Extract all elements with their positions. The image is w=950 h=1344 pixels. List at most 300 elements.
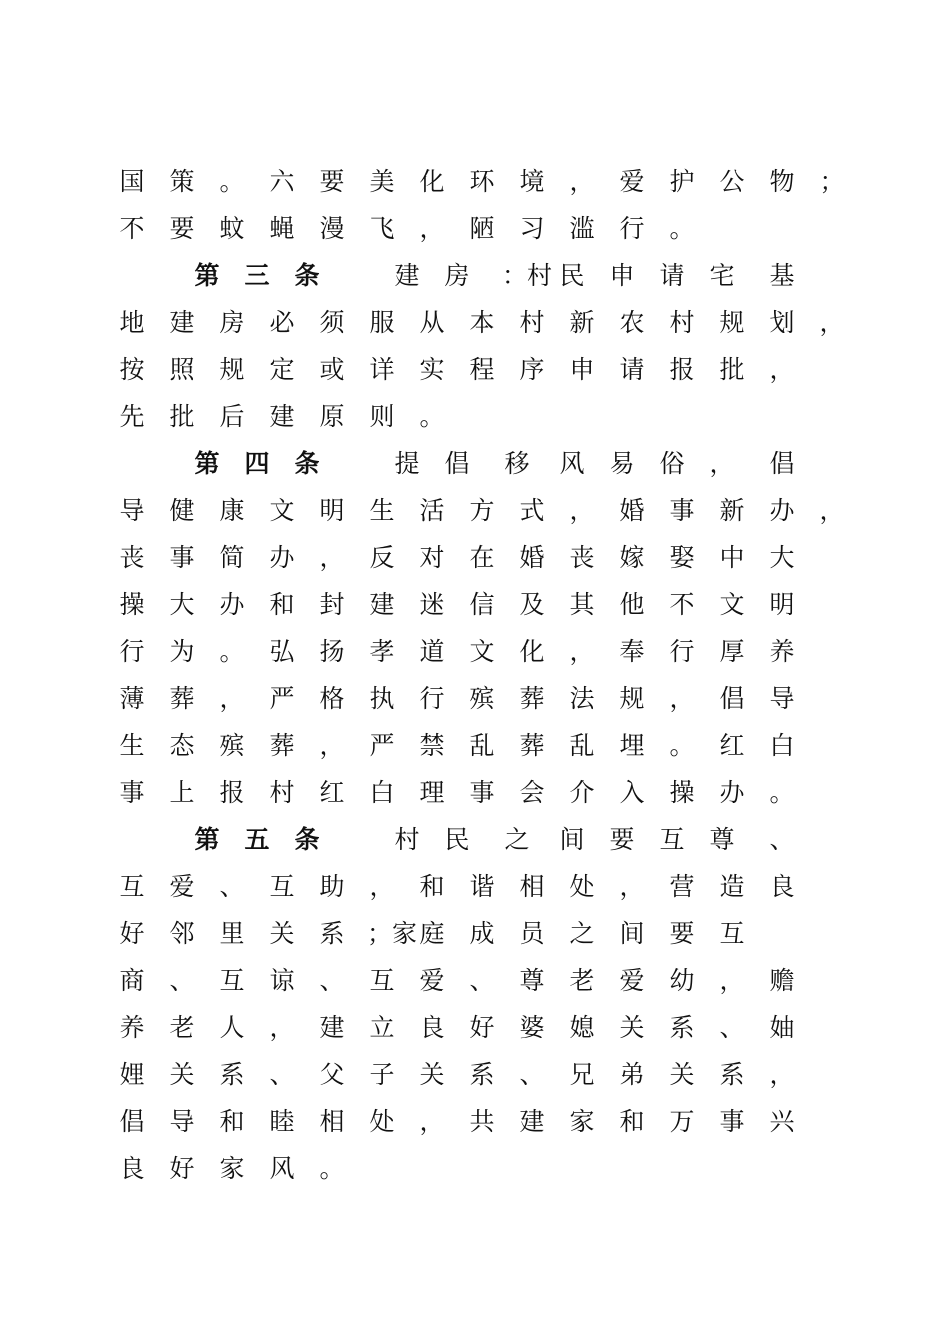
text-char: 子 <box>369 1060 395 1089</box>
text-char: 申 <box>569 355 595 384</box>
text-char: 营 <box>669 872 695 901</box>
text-char: 严 <box>369 731 395 760</box>
text-char: ， <box>319 543 345 572</box>
text-char: 信 <box>469 590 495 619</box>
text-char: 谅 <box>269 966 295 995</box>
text-line <box>0 867 950 907</box>
text-char: 会 <box>519 778 545 807</box>
text-char: ：村 <box>502 261 553 290</box>
text-char: 移 <box>504 449 530 478</box>
text-char: 原 <box>319 402 345 431</box>
text-char: ， <box>769 355 795 384</box>
text-char: 生 <box>119 731 145 760</box>
text-char: 兴 <box>769 1107 795 1136</box>
article-heading-char: 五 <box>244 825 270 854</box>
text-char: 村 <box>394 825 420 854</box>
text-char: 新 <box>569 308 595 337</box>
text-line <box>0 1149 950 1189</box>
text-char: 文 <box>469 637 495 666</box>
text-char: ， <box>769 1060 795 1089</box>
text-char: 文 <box>269 496 295 525</box>
text-char: 弘 <box>269 637 295 666</box>
text-char: 媳 <box>569 1013 595 1042</box>
text-char: 倡 <box>444 449 470 478</box>
text-char: 。 <box>669 214 695 243</box>
text-char: 厚 <box>719 637 745 666</box>
text-char: 物 <box>769 167 795 196</box>
text-char: 系 <box>219 1060 245 1089</box>
text-char: 事 <box>719 1107 745 1136</box>
text-char: 良 <box>769 872 795 901</box>
text-char: 化 <box>519 637 545 666</box>
article-heading-char: 四 <box>244 449 270 478</box>
text-char: 互 <box>719 919 745 948</box>
text-char: 按 <box>119 355 145 384</box>
text-line <box>0 820 950 860</box>
text-char: 环 <box>469 167 495 196</box>
text-line <box>0 726 950 766</box>
text-char: 滥 <box>569 214 595 243</box>
text-char: 成 <box>469 919 495 948</box>
text-char: 良 <box>419 1013 445 1042</box>
text-char: 倡 <box>119 1107 145 1136</box>
text-char: 事 <box>669 496 695 525</box>
text-char: 行 <box>619 214 645 243</box>
text-char: 村 <box>519 308 545 337</box>
text-char: 嫁 <box>619 543 645 572</box>
text-char: 村 <box>669 308 695 337</box>
text-char: 老 <box>569 966 595 995</box>
text-char: 房 <box>444 261 470 290</box>
article-heading-char: 第 <box>194 449 220 478</box>
text-line <box>0 397 950 437</box>
text-char: 规 <box>619 684 645 713</box>
text-char: 良 <box>119 1154 145 1183</box>
text-char: ， <box>419 214 445 243</box>
text-char: 父 <box>319 1060 345 1089</box>
text-char: 立 <box>369 1013 395 1042</box>
text-char: 薄 <box>119 684 145 713</box>
text-char: 中 <box>719 543 745 572</box>
article-heading-char: 条 <box>294 825 320 854</box>
text-char: 村 <box>269 778 295 807</box>
text-char: 扬 <box>319 637 345 666</box>
text-char: 处 <box>569 872 595 901</box>
text-char: 在 <box>469 543 495 572</box>
text-char: 禁 <box>419 731 445 760</box>
article-heading-char: 第 <box>194 261 220 290</box>
text-line <box>0 1008 950 1048</box>
text-char: 文 <box>719 590 745 619</box>
text-char: 白 <box>369 778 395 807</box>
text-char: 漫 <box>319 214 345 243</box>
text-char: 、 <box>219 872 245 901</box>
text-char: 葬 <box>269 731 295 760</box>
text-char: 易 <box>609 449 635 478</box>
text-char: 民 <box>444 825 470 854</box>
text-char: 从 <box>419 308 445 337</box>
text-char: 则 <box>369 402 395 431</box>
text-char: 陋 <box>469 214 495 243</box>
text-char: 幼 <box>669 966 695 995</box>
text-char: 尊 <box>519 966 545 995</box>
text-char: 办 <box>719 778 745 807</box>
text-char: 健 <box>169 496 195 525</box>
text-char: 法 <box>569 684 595 713</box>
text-char: 导 <box>169 1107 195 1136</box>
text-char: 系 <box>719 1060 745 1089</box>
text-char: 为 <box>169 637 195 666</box>
text-char: 间 <box>559 825 585 854</box>
text-char: 好 <box>469 1013 495 1042</box>
text-char: 行 <box>119 637 145 666</box>
text-char: 蝇 <box>269 214 295 243</box>
text-char: 葬 <box>519 684 545 713</box>
text-char: 报 <box>219 778 245 807</box>
text-char: 和 <box>269 590 295 619</box>
text-char: 式 <box>519 496 545 525</box>
text-char: 不 <box>669 590 695 619</box>
text-line <box>0 1102 950 1142</box>
text-char: 相 <box>319 1107 345 1136</box>
article-heading-char: 条 <box>294 449 320 478</box>
text-line <box>0 256 950 296</box>
text-char: 和 <box>419 872 445 901</box>
text-char: 执 <box>369 684 395 713</box>
text-char: 爱 <box>419 966 445 995</box>
text-char: 服 <box>369 308 395 337</box>
text-char: 红 <box>319 778 345 807</box>
text-char: ， <box>669 684 695 713</box>
text-char: 宅 <box>709 261 735 290</box>
text-char: 要 <box>319 167 345 196</box>
text-line <box>0 914 950 954</box>
text-char: 事 <box>469 778 495 807</box>
text-char: 妯 <box>769 1013 795 1042</box>
text-char: 丧 <box>569 543 595 572</box>
text-char: 程 <box>469 355 495 384</box>
text-char: ， <box>709 449 735 478</box>
text-char: 必 <box>269 308 295 337</box>
text-char: 上 <box>169 778 195 807</box>
text-char: 反 <box>369 543 395 572</box>
text-char: 间 <box>619 919 645 948</box>
text-char: 家 <box>569 1107 595 1136</box>
text-char: 系 <box>469 1060 495 1089</box>
text-char: 处 <box>369 1107 395 1136</box>
text-char: 互 <box>269 872 295 901</box>
text-char: ， <box>619 872 645 901</box>
text-char: 商 <box>119 966 145 995</box>
text-char: 介 <box>569 778 595 807</box>
text-char: 新 <box>719 496 745 525</box>
text-char: 殡 <box>219 731 245 760</box>
text-char: 风 <box>269 1154 295 1183</box>
text-char: 封 <box>319 590 345 619</box>
text-char: 其 <box>569 590 595 619</box>
text-char: 建 <box>269 402 295 431</box>
text-char: 简 <box>219 543 245 572</box>
text-char: 照 <box>169 355 195 384</box>
text-char: 里 <box>219 919 245 948</box>
text-char: 或 <box>319 355 345 384</box>
text-char: 境 <box>519 167 545 196</box>
text-char: 相 <box>519 872 545 901</box>
text-char: 、 <box>269 1060 295 1089</box>
text-char: 对 <box>419 543 445 572</box>
text-char: 、 <box>169 966 195 995</box>
text-char: 睦 <box>269 1107 295 1136</box>
text-char: 飞 <box>369 214 395 243</box>
text-char: 埋 <box>619 731 645 760</box>
text-char: 孝 <box>369 637 395 666</box>
text-char: 大 <box>769 543 795 572</box>
text-char: 基 <box>769 261 795 290</box>
text-char: 要 <box>169 214 195 243</box>
text-char: ， <box>269 1013 295 1042</box>
text-char: 之 <box>504 825 530 854</box>
text-char: 倡 <box>769 449 795 478</box>
text-char: 婚 <box>619 496 645 525</box>
text-char: 家 <box>219 1154 245 1183</box>
article-heading-char: 第 <box>194 825 220 854</box>
text-char: 要 <box>609 825 635 854</box>
text-char: 互 <box>219 966 245 995</box>
text-char: 序 <box>519 355 545 384</box>
text-char: 先 <box>119 402 145 431</box>
text-char: 系 <box>669 1013 695 1042</box>
article-heading-char: 条 <box>294 261 320 290</box>
text-char: 实 <box>419 355 445 384</box>
text-char: 系 <box>319 919 345 948</box>
text-char: 娌 <box>119 1060 145 1089</box>
text-line <box>0 350 950 390</box>
text-char: 房 <box>219 308 245 337</box>
text-char: ， <box>819 496 845 525</box>
text-char: 关 <box>669 1060 695 1089</box>
text-char: 红 <box>719 731 745 760</box>
text-char: ；家 <box>367 919 418 948</box>
text-char: 他 <box>619 590 645 619</box>
text-char: 蚊 <box>219 214 245 243</box>
text-char: 美 <box>369 167 395 196</box>
text-char: 报 <box>669 355 695 384</box>
text-char: 方 <box>469 496 495 525</box>
text-char: 定 <box>269 355 295 384</box>
text-char: 操 <box>119 590 145 619</box>
text-char: 批 <box>719 355 745 384</box>
text-char: 策 <box>169 167 195 196</box>
text-char: 及 <box>519 590 545 619</box>
text-char: 导 <box>769 684 795 713</box>
text-char: 关 <box>619 1013 645 1042</box>
text-char: 办 <box>219 590 245 619</box>
text-char: 爱 <box>619 167 645 196</box>
text-char: 和 <box>619 1107 645 1136</box>
text-char: 理 <box>419 778 445 807</box>
text-char: 生 <box>369 496 395 525</box>
text-char: 民 <box>559 261 585 290</box>
text-char: 规 <box>219 355 245 384</box>
text-char: 建 <box>319 1013 345 1042</box>
text-char: ； <box>819 167 845 196</box>
text-char: 风 <box>559 449 585 478</box>
text-char: 行 <box>669 637 695 666</box>
text-char: ， <box>569 637 595 666</box>
text-char: 奉 <box>619 637 645 666</box>
text-char: ， <box>219 684 245 713</box>
text-char: 建 <box>169 308 195 337</box>
text-char: 建 <box>369 590 395 619</box>
text-char: 尊 <box>709 825 735 854</box>
text-char: 共 <box>469 1107 495 1136</box>
text-char: 婚 <box>519 543 545 572</box>
text-char: 娶 <box>669 543 695 572</box>
text-char: 俗 <box>659 449 685 478</box>
text-char: 批 <box>169 402 195 431</box>
text-char: 庭 <box>419 919 445 948</box>
text-char: 关 <box>269 919 295 948</box>
text-char: 倡 <box>719 684 745 713</box>
text-line <box>0 585 950 625</box>
text-char: 关 <box>169 1060 195 1089</box>
text-line <box>0 773 950 813</box>
text-char: 地 <box>119 308 145 337</box>
text-char: 操 <box>669 778 695 807</box>
text-char: 规 <box>719 308 745 337</box>
text-char: ， <box>719 966 745 995</box>
text-char: 详 <box>369 355 395 384</box>
text-char: 道 <box>419 637 445 666</box>
text-char: 爱 <box>619 966 645 995</box>
text-line <box>0 538 950 578</box>
text-char: 申 <box>609 261 635 290</box>
text-line <box>0 444 950 484</box>
text-char: ， <box>569 496 595 525</box>
text-char: 好 <box>169 1154 195 1183</box>
text-char: 婆 <box>519 1013 545 1042</box>
text-char: 康 <box>219 496 245 525</box>
text-char: 后 <box>219 402 245 431</box>
text-char: 本 <box>469 308 495 337</box>
text-char: 。 <box>219 167 245 196</box>
text-char: 。 <box>669 731 695 760</box>
text-char: ， <box>369 872 395 901</box>
text-char: 爱 <box>169 872 195 901</box>
text-char: 请 <box>619 355 645 384</box>
text-char: 护 <box>669 167 695 196</box>
text-char: 万 <box>669 1107 695 1136</box>
text-char: 迷 <box>419 590 445 619</box>
text-char: 和 <box>219 1107 245 1136</box>
text-char: 谐 <box>469 872 495 901</box>
text-char: 划 <box>769 308 795 337</box>
text-char: 人 <box>219 1013 245 1042</box>
text-char: 公 <box>719 167 745 196</box>
text-char: 事 <box>169 543 195 572</box>
text-char: ， <box>419 1107 445 1136</box>
text-char: 乱 <box>469 731 495 760</box>
text-char: 互 <box>659 825 685 854</box>
text-char: 格 <box>319 684 345 713</box>
text-char: 态 <box>169 731 195 760</box>
text-char: 兄 <box>569 1060 595 1089</box>
text-char: 弟 <box>619 1060 645 1089</box>
text-line <box>0 679 950 719</box>
text-char: 明 <box>319 496 345 525</box>
text-char: 互 <box>369 966 395 995</box>
text-char: 事 <box>119 778 145 807</box>
text-char: 建 <box>394 261 420 290</box>
text-char: ， <box>819 308 845 337</box>
text-char: 明 <box>769 590 795 619</box>
text-line <box>0 491 950 531</box>
text-char: 养 <box>119 1013 145 1042</box>
text-char: 、 <box>719 1013 745 1042</box>
text-char: 入 <box>619 778 645 807</box>
text-line <box>0 1055 950 1095</box>
text-char: 乱 <box>569 731 595 760</box>
article-heading-char: 三 <box>244 261 270 290</box>
text-char: 提 <box>394 449 420 478</box>
text-char: 互 <box>119 872 145 901</box>
text-char: 白 <box>769 731 795 760</box>
text-char: 邻 <box>169 919 195 948</box>
text-line <box>0 162 950 202</box>
text-char: 行 <box>419 684 445 713</box>
text-char: ， <box>319 731 345 760</box>
text-char: 。 <box>769 778 795 807</box>
text-char: 殡 <box>469 684 495 713</box>
text-line <box>0 303 950 343</box>
text-char: 化 <box>419 167 445 196</box>
text-char: 关 <box>419 1060 445 1089</box>
text-char: 丧 <box>119 543 145 572</box>
text-char: 老 <box>169 1013 195 1042</box>
text-char: 、 <box>769 825 795 854</box>
text-char: 活 <box>419 496 445 525</box>
text-char: 助 <box>319 872 345 901</box>
text-char: 须 <box>319 308 345 337</box>
text-char: ， <box>569 167 595 196</box>
text-char: 六 <box>269 167 295 196</box>
text-char: 葬 <box>519 731 545 760</box>
text-char: 办 <box>769 496 795 525</box>
text-char: 请 <box>659 261 685 290</box>
text-char: 导 <box>119 496 145 525</box>
text-char: 大 <box>169 590 195 619</box>
text-char: 。 <box>419 402 445 431</box>
text-line <box>0 632 950 672</box>
text-char: 农 <box>619 308 645 337</box>
text-char: 习 <box>519 214 545 243</box>
text-char: 。 <box>319 1154 345 1183</box>
text-char: 赡 <box>769 966 795 995</box>
text-char: 不 <box>119 214 145 243</box>
text-char: 葬 <box>169 684 195 713</box>
text-line <box>0 209 950 249</box>
text-char: 要 <box>669 919 695 948</box>
text-char: 员 <box>519 919 545 948</box>
text-char: 造 <box>719 872 745 901</box>
text-char: 国 <box>119 167 145 196</box>
text-char: 、 <box>319 966 345 995</box>
text-char: 严 <box>269 684 295 713</box>
text-char: 。 <box>219 637 245 666</box>
text-char: 建 <box>519 1107 545 1136</box>
text-char: 之 <box>569 919 595 948</box>
text-line <box>0 961 950 1001</box>
